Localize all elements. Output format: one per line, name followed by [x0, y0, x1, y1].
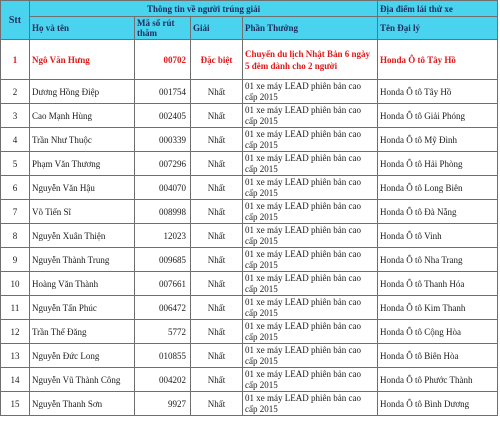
cell-stt: 5 — [1, 152, 30, 176]
cell-name: Trần Như Thuộc — [30, 128, 135, 152]
cell-dealer: Honda Ô tô Tây Hồ — [378, 80, 498, 104]
header-group-location: Địa điểm lái thử xe — [378, 1, 498, 17]
cell-reward: 01 xe máy LEAD phiên bản cao cấp 2015 — [243, 200, 378, 224]
cell-prize: Nhất — [191, 368, 243, 392]
table-row — [1, 200, 498, 224]
cell-reward: 01 xe máy LEAD phiên bản cao cấp 2015 — [243, 320, 378, 344]
cell-code: 12023 — [135, 224, 191, 248]
cell-name: Nguyễn Thành Trung — [30, 248, 135, 272]
table-row — [1, 248, 498, 272]
header-column-row — [1, 17, 498, 40]
cell-stt: 10 — [1, 272, 30, 296]
cell-code: 004202 — [135, 368, 191, 392]
cell-name: Ngô Văn Hưng — [30, 40, 135, 80]
cell-dealer: Honda Ô tô Giải Phóng — [378, 104, 498, 128]
cell-reward: 01 xe máy LEAD phiên bản cao cấp 2015 — [243, 272, 378, 296]
cell-name: Nguyễn Xuân Thiện — [30, 224, 135, 248]
cell-dealer: Honda Ô tô Vinh — [378, 224, 498, 248]
cell-code: 008998 — [135, 200, 191, 224]
table-row — [1, 128, 498, 152]
cell-reward: 01 xe máy LEAD phiên bản cao cấp 2015 — [243, 104, 378, 128]
cell-name: Nguyễn Vũ Thành Công — [30, 368, 135, 392]
table-row — [1, 344, 498, 368]
cell-code: 010855 — [135, 344, 191, 368]
cell-name: Dương Hồng Điệp — [30, 80, 135, 104]
cell-prize: Nhất — [191, 392, 243, 416]
cell-dealer: Honda Ô tô Long Biên — [378, 176, 498, 200]
cell-prize: Nhất — [191, 272, 243, 296]
header-name: Họ và tên — [30, 17, 135, 40]
cell-dealer: Honda Ô tô Hải Phòng — [378, 152, 498, 176]
cell-reward: 01 xe máy LEAD phiên bản cao cấp 2015 — [243, 368, 378, 392]
cell-stt: 9 — [1, 248, 30, 272]
cell-reward: 01 xe máy LEAD phiên bản cao cấp 2015 — [243, 344, 378, 368]
table-row — [1, 320, 498, 344]
cell-prize: Nhất — [191, 224, 243, 248]
cell-prize: Nhất — [191, 176, 243, 200]
cell-prize: Nhất — [191, 320, 243, 344]
cell-name: Nguyễn Văn Hậu — [30, 176, 135, 200]
cell-code: 00702 — [135, 40, 191, 80]
cell-stt: 4 — [1, 128, 30, 152]
cell-code: 004070 — [135, 176, 191, 200]
cell-dealer: Honda Ô tô Cộng Hòa — [378, 320, 498, 344]
cell-reward: 01 xe máy LEAD phiên bản cao cấp 2015 — [243, 80, 378, 104]
cell-dealer: Honda Ô tô Phước Thành — [378, 368, 498, 392]
header-group-row — [1, 1, 498, 17]
cell-code: 5772 — [135, 320, 191, 344]
header-reward: Phần Thưởng — [243, 17, 378, 40]
cell-stt: 3 — [1, 104, 30, 128]
cell-prize: Nhất — [191, 128, 243, 152]
table-body — [1, 40, 498, 416]
table-row — [1, 392, 498, 416]
cell-reward: 01 xe máy LEAD phiên bản cao cấp 2015 — [243, 296, 378, 320]
cell-code: 9927 — [135, 392, 191, 416]
cell-prize: Nhất — [191, 104, 243, 128]
cell-reward: 01 xe máy LEAD phiên bản cao cấp 2015 — [243, 392, 378, 416]
header-group-winner: Thông tin về người trúng giải — [30, 1, 378, 17]
cell-reward: 01 xe máy LEAD phiên bản cao cấp 2015 — [243, 152, 378, 176]
cell-prize: Nhất — [191, 296, 243, 320]
cell-name: Võ Tiến Sĩ — [30, 200, 135, 224]
cell-name: Nguyễn Đức Long — [30, 344, 135, 368]
cell-dealer: Honda Ô tô Thanh Hóa — [378, 272, 498, 296]
table-row — [1, 40, 498, 80]
table-row — [1, 152, 498, 176]
cell-dealer: Honda Ô tô Mỹ Đình — [378, 128, 498, 152]
cell-name: Trần Thế Đăng — [30, 320, 135, 344]
cell-stt: 13 — [1, 344, 30, 368]
cell-dealer: Honda Ô tô Tây Hồ — [378, 40, 498, 80]
cell-code: 009685 — [135, 248, 191, 272]
cell-code: 006472 — [135, 296, 191, 320]
header-prize: Giải — [191, 17, 243, 40]
cell-dealer: Honda Ô tô Biên Hòa — [378, 344, 498, 368]
cell-reward: Chuyến du lịch Nhật Bản 6 ngày 5 đêm dành cho 2 người — [243, 40, 378, 80]
cell-stt: 12 — [1, 320, 30, 344]
table-row — [1, 272, 498, 296]
cell-stt: 2 — [1, 80, 30, 104]
header-code: Mã số rút thăm — [135, 17, 191, 40]
cell-prize: Nhất — [191, 152, 243, 176]
cell-stt: 6 — [1, 176, 30, 200]
cell-stt: 8 — [1, 224, 30, 248]
cell-reward: 01 xe máy LEAD phiên bản cao cấp 2015 — [243, 176, 378, 200]
cell-code: 001754 — [135, 80, 191, 104]
cell-code: 000339 — [135, 128, 191, 152]
table-row — [1, 368, 498, 392]
cell-code: 007296 — [135, 152, 191, 176]
cell-name: Phạm Văn Thương — [30, 152, 135, 176]
cell-prize: Nhất — [191, 200, 243, 224]
cell-prize: Nhất — [191, 344, 243, 368]
cell-stt: 7 — [1, 200, 30, 224]
table-row — [1, 296, 498, 320]
cell-name: Nguyễn Tấn Phúc — [30, 296, 135, 320]
cell-name: Nguyễn Thanh Sơn — [30, 392, 135, 416]
table-row — [1, 104, 498, 128]
cell-dealer: Honda Ô tô Kim Thanh — [378, 296, 498, 320]
cell-code: 002405 — [135, 104, 191, 128]
cell-code: 007661 — [135, 272, 191, 296]
header-dealer: Tên Đại lý — [378, 17, 498, 40]
cell-stt: 11 — [1, 296, 30, 320]
cell-reward: 01 xe máy LEAD phiên bản cao cấp 2015 — [243, 128, 378, 152]
cell-dealer: Honda Ô tô Bình Dương — [378, 392, 498, 416]
cell-name: Cao Mạnh Hùng — [30, 104, 135, 128]
cell-prize: Đặc biệt — [191, 40, 243, 80]
cell-prize: Nhất — [191, 80, 243, 104]
cell-reward: 01 xe máy LEAD phiên bản cao cấp 2015 — [243, 248, 378, 272]
cell-dealer: Honda Ô tô Đà Nẵng — [378, 200, 498, 224]
table-row — [1, 176, 498, 200]
cell-dealer: Honda Ô tô Nha Trang — [378, 248, 498, 272]
table-row — [1, 224, 498, 248]
header-stt: Stt — [1, 1, 30, 40]
table-row — [1, 80, 498, 104]
cell-stt: 14 — [1, 368, 30, 392]
cell-stt: 15 — [1, 392, 30, 416]
cell-prize: Nhất — [191, 248, 243, 272]
cell-reward: 01 xe máy LEAD phiên bản cao cấp 2015 — [243, 224, 378, 248]
cell-stt: 1 — [1, 40, 30, 80]
cell-name: Hoàng Văn Thành — [30, 272, 135, 296]
